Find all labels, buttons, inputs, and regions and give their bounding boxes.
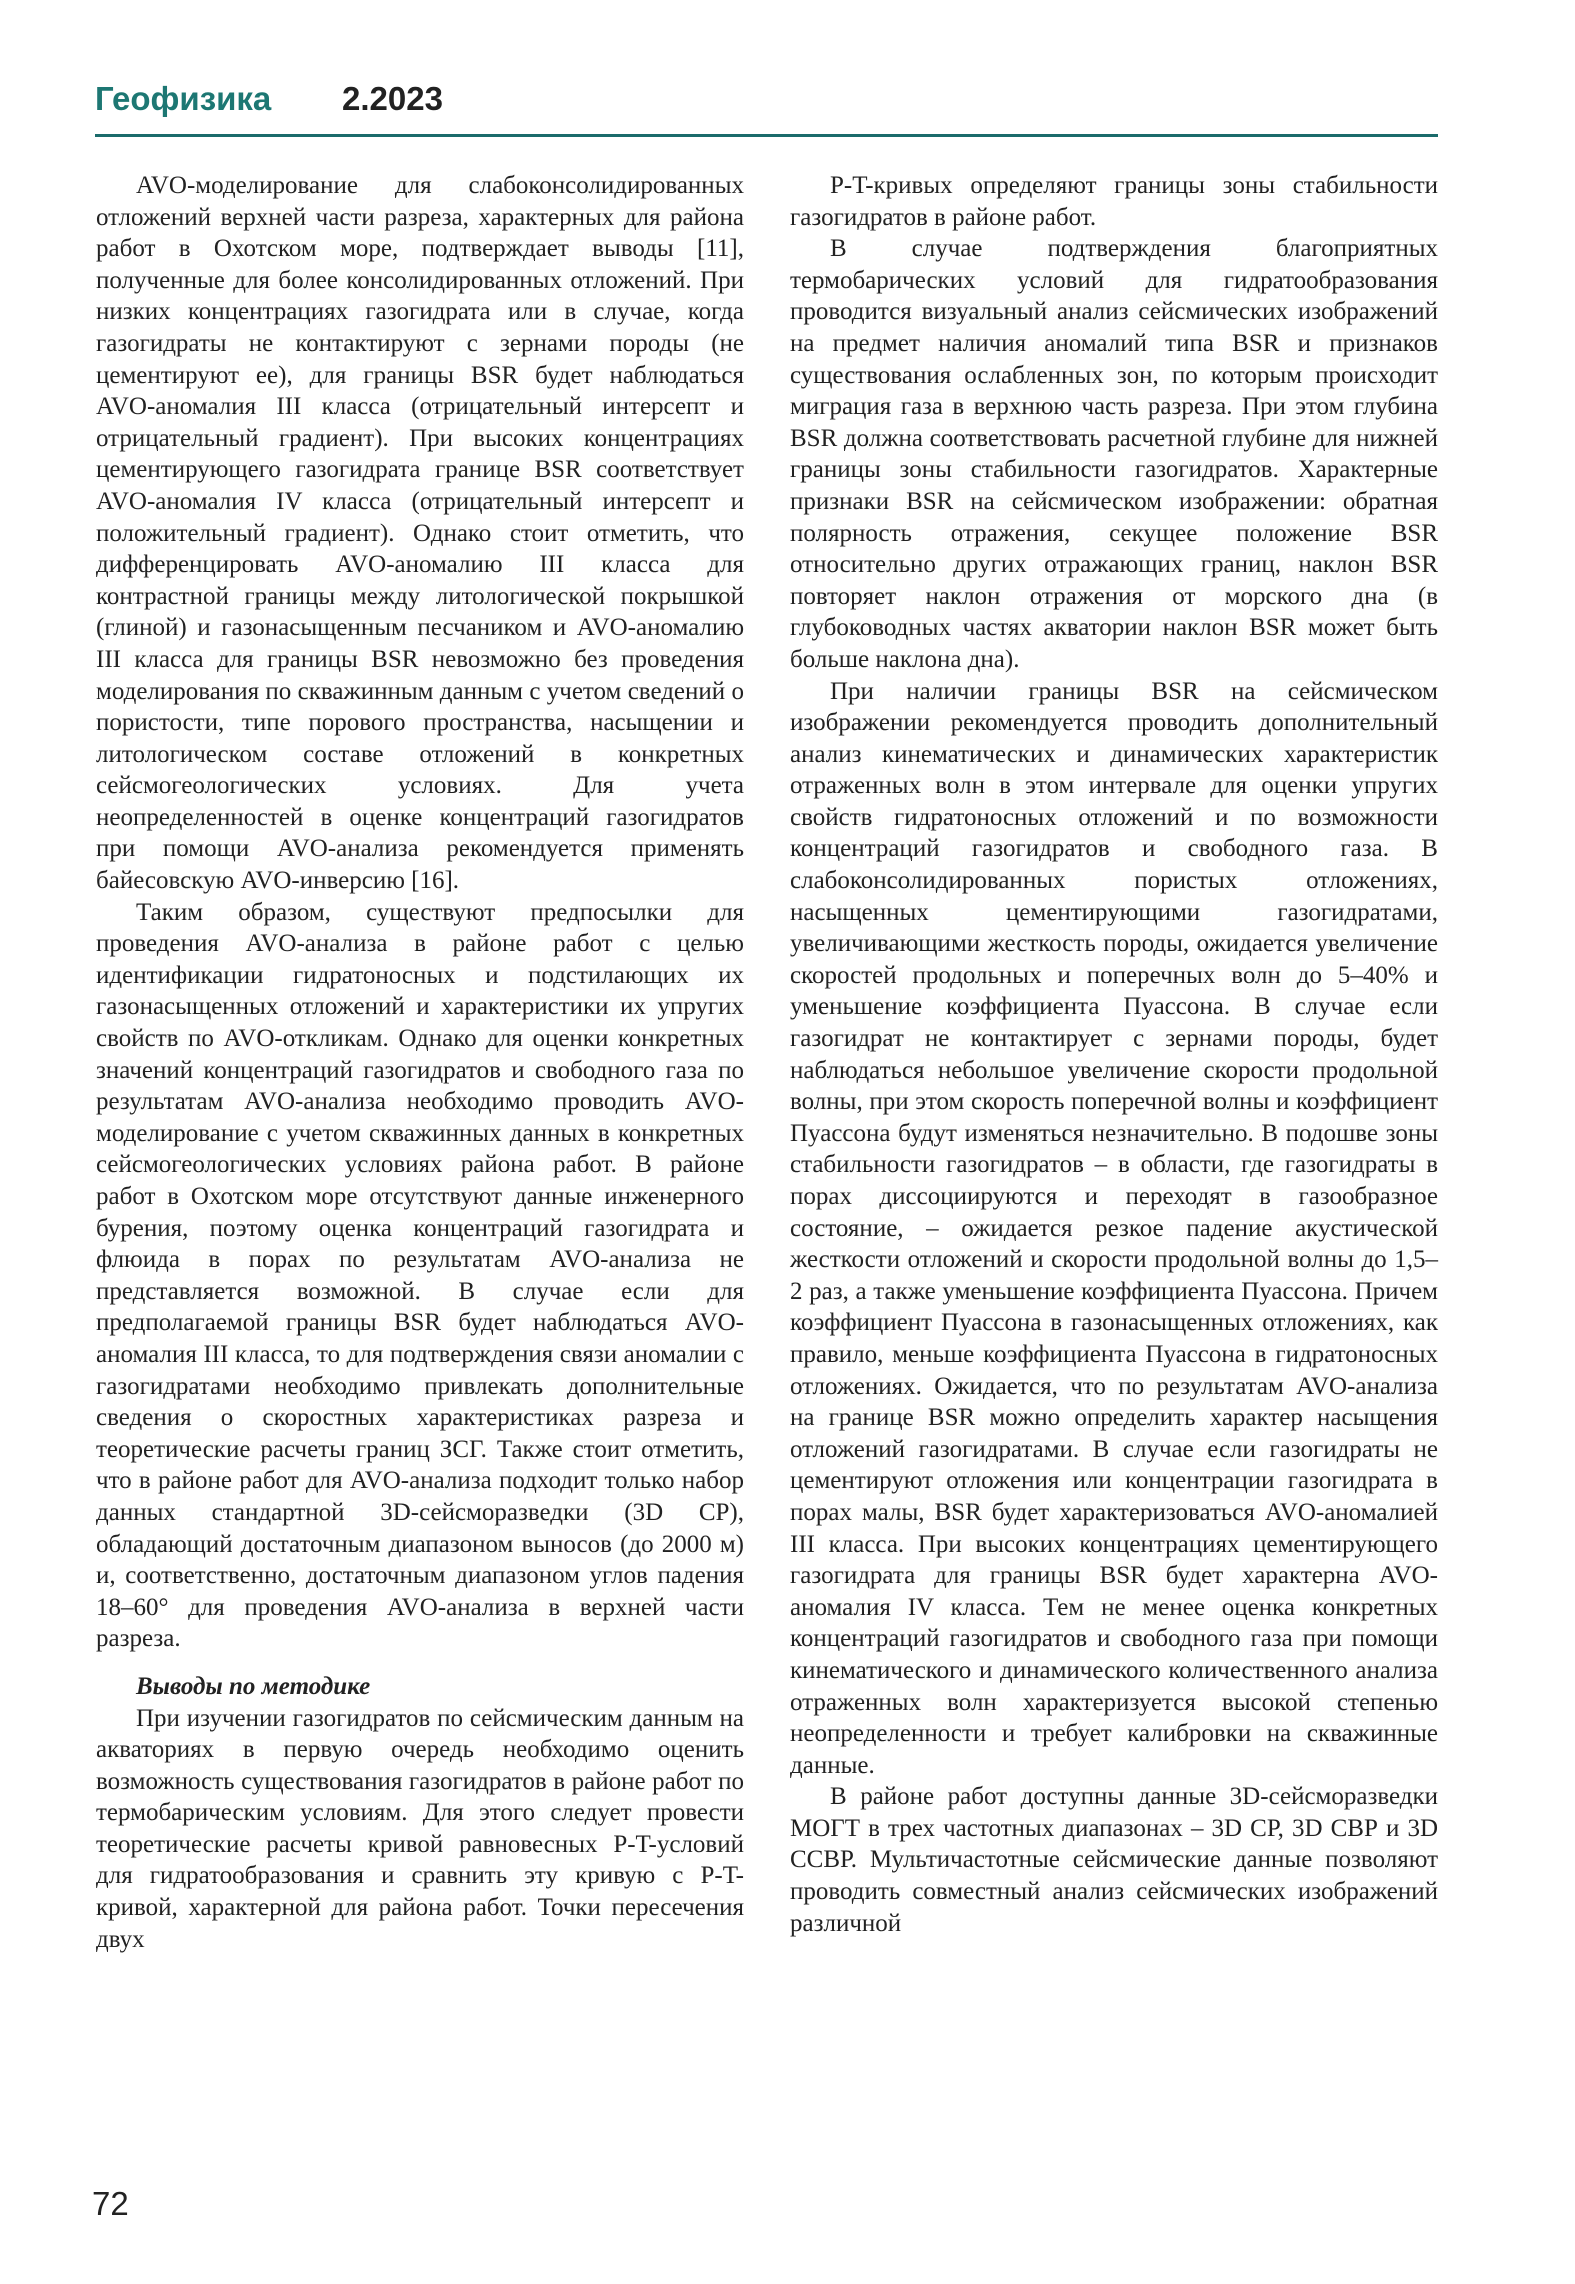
page-header [95,78,1438,137]
paragraph: В районе работ доступны данные 3D-сейсморазведки МОГТ в трех частотных диапазонах – 3D СР, 3D СВР и 3D ССВР. Мультичастотные сейсмические данные позволяют проводить совместный анализ сейсмических изображений различной [790,1783,1438,1937]
paragraph: AVO-моделирование для слабоконсолидированных отложений верхней части разреза, характерных для района работ в Охотском море, подтверждает выводы [11], полученные для более консолидированных отложений. При низких концентрациях газогидрата или в случае, когда газогидраты не контактируют с зернами породы (не цементируют ее), для границы BSR будет наблюдаться AVO-аномалия III класса (отрицательный интерсепт и отрицательный градиент). При высоких концентрациях цементирующего газогидрата границе BSR соответствует AVO-аномалия IV класса (отрицательный интерсепт и положительный градиент). Однако стоит отметить, что дифференцировать AVO-аномалию III класса для контрастной границы между литологической покрышкой (глиной) и газонасыщенным песчаником и AVO-аномалию III класса для границы BSR невозможно без проведения моделирования по скважинным данным с учетом сведений о пористости, типе порового пространства, насыщении и литологическом составе отложений в конкретных сейсмогеологических условиях. Для учета неопределенностей в оценке концентраций газогидратов при помощи AVO-анализа рекомендуется применять байесовскую AVO-инверсию [16]. [96,172,744,895]
paragraph: При наличии границы BSR на сейсмическом изображении рекомендуется проводить дополнительный анализ кинематических и динамических характеристик отраженных волн в этом интервале для оценки упругих свойств гидратоносных отложений и по возможности концентраций газогидратов и свободного газа. В слабоконсолидированных пористых отложениях, насыщенных цементирующими газогидратами, увеличивающими жесткость породы, ожидается увеличение скоростей продольных и поперечных волн до 5–40% и уменьшение коэффициента Пуассона. В случае если газогидрат не контактирует с зернами породы, будет наблюдаться небольшое увеличение скорости продольной волны, при этом скорость поперечной волны и коэффициент Пуассона будут изменяться незначительно. В подошве зоны стабильности газогидратов – в области, где газогидраты в порах диссоциируются и переходят в газообразное состояние, – ожидается резкое падение акустической жесткости отложений и скорости продольной волны до 1,5–2 раз, а также уменьшение коэффициента Пуассона. Причем коэффициент Пуассона в газонасыщенных отложениях, как правило, меньше коэффициента Пуассона в гидратоносных отложениях. Ожидается, что по результатам AVO-анализа на границе BSR можно определить характер насыщения отложений газогидратами. В случае если газогидраты не цементируют отложения или концентрации газогидрата в порах малы, BSR будет характеризоваться AVO-аномалией III класса. При высоких концентрациях цементирующего газогидрата для границы BSR будет характерна AVO-аномалия IV класса. Тем не менее оценка конкретных концентраций газогидратов и свободного газа при помощи кинематического и динамического количественного анализа отраженных волн характеризуется высокой степенью неопределенности и требует калибровки на скважинные данные. [790,677,1438,1779]
paragraph: При изучении газогидратов по сейсмическим данным на акваториях в первую очередь необходимо оценить возможность существования газогидратов в районе работ по термобарическим условиям. Для этого следует провести теоретические расчеты кривой равновесных P-T-условий для гидратообразования и сравнить эту кривую с P-T-кривой, характерной для района работ. Точки пересечения двух [96,1704,744,1953]
right-column [790,170,1438,1939]
page-number: 72 [92,2185,129,2222]
paragraph: В случае подтверждения благоприятных термобарических условий для гидратообразования проводится визуальный анализ сейсмических изображений на предмет наличия аномалий типа BSR и признаков существования ослабленных зон, по которым происходит миграция газа в верхнюю часть разреза. При этом глубина BSR должна соответствовать расчетной глубине для нижней границы зоны стабильности газогидратов. Характерные признаки BSR на сейсмическом изображении: обратная полярность отражения, секущее положение BSR относительно других отражающих границ, наклон BSR повторяет наклон отражения от морского дна (в глубоководных частях акватории наклон BSR может быть больше наклона дна). [790,235,1438,673]
left-column [96,170,744,1955]
section-heading: Выводы по методике [136,1672,371,1700]
paragraph: Таким образом, существуют предпосылки для проведения AVO-анализа в районе работ с целью идентификации гидратоносных и подстилающих их газонасыщенных отложений и характеристики их упругих свойств по AVO-откликам. Однако для оценки конкретных значений концентраций газогидратов и свободного газа по результатам AVO-анализа необходимо проводить AVO-моделирование с учетом скважинных данных в конкретных сейсмогеологических условиях района работ. В районе работ в Охотском море отсутствуют данные инженерного бурения, поэтому оценка концентраций газогидрата и флюида в порах по результатам AVO-анализа не представляется возможной. В случае если для предполагаемой границы BSR будет наблюдаться AVO-аномалия III класса, то для подтверждения связи аномалии с газогидратами необходимо привлекать дополнительные сведения о скоростных характеристиках разреза и теоретические расчеты границ ЗСГ. Также стоит отметить, что в районе работ для AVO-анализа подходит только набор данных стандартной 3D-сейсморазведки (3D СР), обладающий достаточным диапазоном выносов (до 2000 м) и, соответственно, достаточным диапазоном углов падения 18–60° для проведения AVO-анализа в верхней части разреза. [96,898,744,1653]
paragraph: P-T-кривых определяют границы зоны стабильности газогидратов в районе работ. [790,172,1438,231]
journal-issue: 2.2023 [342,80,443,117]
journal-title: Геофизика [95,80,272,117]
